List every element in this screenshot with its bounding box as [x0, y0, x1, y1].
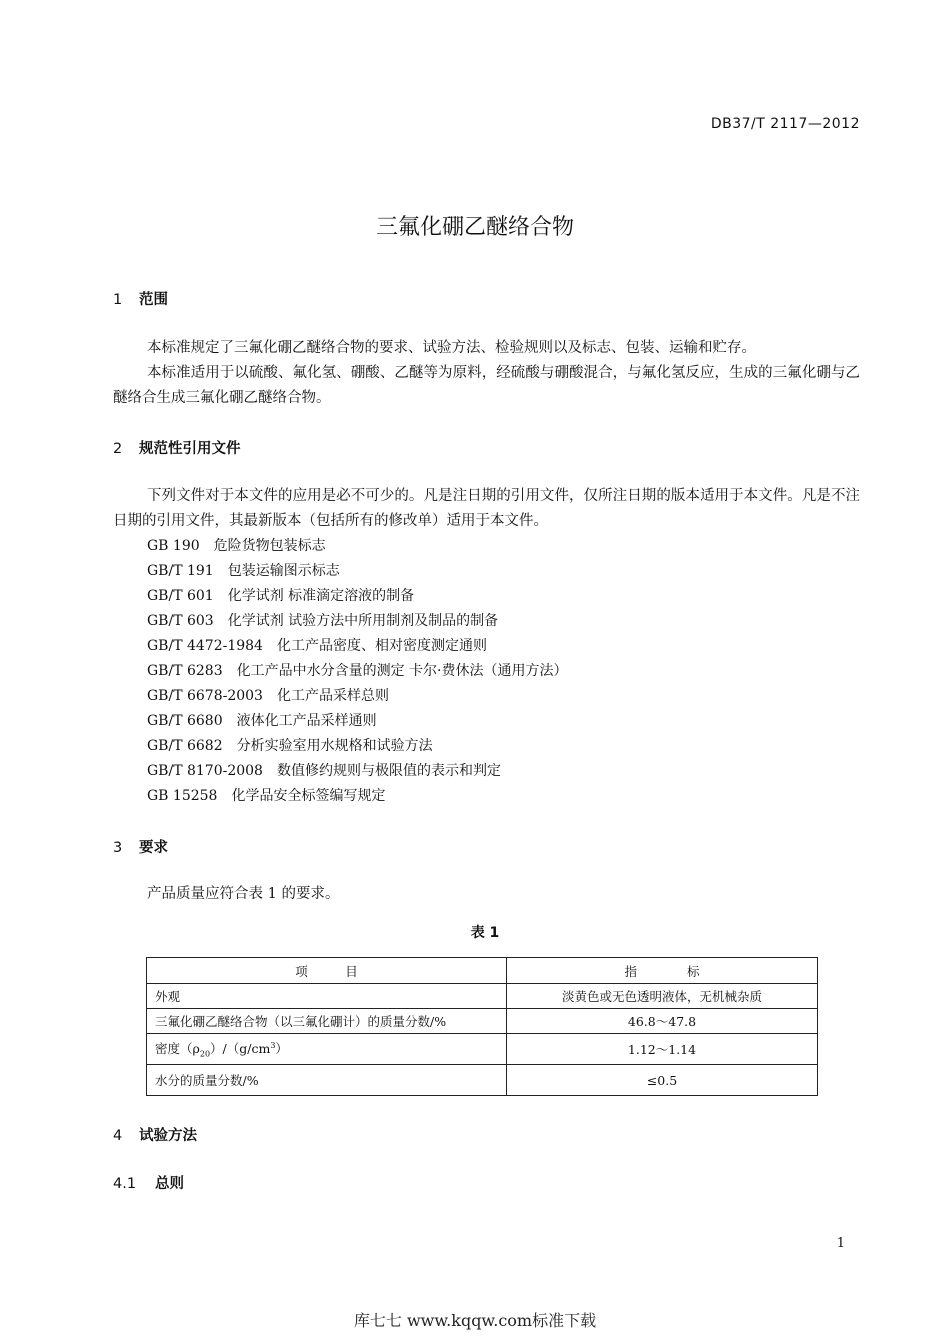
- references-intro: 下列文件对于本文件的应用是必不可少的。凡是注日期的引用文件，仅所注日期的版本适用于本文件。凡是不注日期的引用文件，其最新版本（包括所有的修改单）适用于本文件。: [113, 488, 860, 529]
- section-title: 试验方法: [139, 1128, 197, 1144]
- scope-paragraph-1: 本标准规定了三氟化硼乙醚络合物的要求、试验方法、检验规则以及标志、包装、运输和贮存。: [147, 340, 756, 356]
- row-value: 淡黄色或无色透明液体，无机械杂质: [507, 984, 818, 1009]
- row-value: 1.12～1.14: [507, 1034, 818, 1065]
- header-item: 项 目: [147, 958, 507, 984]
- density-subscript: 20: [199, 1049, 211, 1059]
- table-row: [147, 1065, 818, 1096]
- reference-item: [147, 786, 385, 806]
- reference-name: 危险货物包装标志: [213, 538, 326, 554]
- requirements-paragraph: 产品质量应符合表 1 的要求。: [147, 886, 340, 902]
- reference-name: 化学品安全标签编写规定: [231, 788, 386, 804]
- reference-name: 化工产品中水分含量的测定 卡尔·费休法（通用方法）: [236, 663, 568, 679]
- reference-item: [147, 761, 501, 781]
- reference-item: [147, 661, 568, 681]
- reference-name: 化工产品密度、相对密度测定通则: [276, 638, 487, 654]
- section-number: 1: [113, 292, 123, 308]
- density-superscript: 3: [270, 1041, 276, 1051]
- section-2-heading: [113, 437, 241, 458]
- reference-item: [147, 561, 340, 581]
- reference-name: 数值修约规则与极限值的表示和判定: [276, 763, 501, 779]
- reference-item: [147, 686, 389, 706]
- section-4-heading: [113, 1124, 197, 1145]
- watermark-text: 库七七 www.kqqw.com标准下载: [353, 1311, 597, 1330]
- reference-name: 化工产品采样总则: [276, 688, 389, 704]
- reference-name: 化学试剂 试验方法中所用制剂及制品的制备: [227, 613, 499, 629]
- document-title: 三氟化硼乙醚络合物: [375, 215, 574, 240]
- reference-code: GB/T 6678-2003: [147, 688, 263, 704]
- reference-code: GB/T 191: [147, 563, 214, 579]
- reference-code: GB/T 4472-1984: [147, 638, 263, 654]
- section-4-1-heading: [113, 1172, 184, 1193]
- quality-spec-table: [146, 957, 818, 1096]
- reference-item: [147, 536, 326, 556]
- section-3-heading: [113, 836, 168, 857]
- row-item-density: [147, 1034, 507, 1065]
- section-number: 3: [113, 840, 123, 856]
- reference-name: 分析实验室用水规格和试验方法: [236, 738, 433, 754]
- page-number: 1: [836, 1236, 845, 1251]
- section-number: 4: [113, 1128, 123, 1144]
- section-title: 要求: [139, 840, 168, 856]
- density-label-mid: ）/（g/cm: [210, 1041, 271, 1057]
- reference-code: GB/T 6682: [147, 738, 223, 754]
- table-header-row: [147, 958, 818, 984]
- reference-item: [147, 711, 377, 731]
- row-value: 46.8～47.8: [507, 1009, 818, 1034]
- reference-item: [147, 736, 433, 756]
- reference-code: GB/T 601: [147, 588, 214, 604]
- row-value: ≤0.5: [507, 1065, 818, 1096]
- reference-code: GB/T 6283: [147, 663, 223, 679]
- reference-code: GB/T 6680: [147, 713, 223, 729]
- section-title: 范围: [139, 292, 168, 308]
- reference-code: GB/T 603: [147, 613, 214, 629]
- row-item: 水分的质量分数/%: [147, 1065, 507, 1096]
- table-row: [147, 1034, 818, 1065]
- table-caption: 表 1: [470, 925, 500, 941]
- reference-code: GB/T 8170-2008: [147, 763, 263, 779]
- section-title: 总则: [155, 1176, 184, 1192]
- table-row: [147, 1009, 818, 1034]
- density-label-prefix: 密度（ρ: [155, 1041, 200, 1057]
- reference-name: 液体化工产品采样通则: [236, 713, 377, 729]
- scope-paragraph-2: 本标准适用于以硫酸、氟化氢、硼酸、乙醚等为原料，经硫酸与硼酸混合，与氟化氢反应，生成的三氟化硼与乙醚络合生成三氟化硼乙醚络合物。: [113, 365, 860, 406]
- reference-name: 包装运输图示标志: [227, 563, 340, 579]
- section-number: 4.1: [113, 1176, 137, 1192]
- header-indicator: 指 标: [507, 958, 818, 984]
- row-item: 三氟化硼乙醚络合物（以三氟化硼计）的质量分数/%: [147, 1009, 507, 1034]
- reference-name: 化学试剂 标准滴定溶液的制备: [227, 588, 415, 604]
- section-1-heading: [113, 288, 168, 309]
- reference-item: [147, 586, 414, 606]
- density-label-suffix: ）: [275, 1041, 288, 1057]
- standard-id: DB37/T 2117—2012: [710, 116, 860, 132]
- section-number: 2: [113, 441, 123, 457]
- reference-item: [147, 636, 487, 656]
- reference-code: GB 15258: [147, 788, 218, 804]
- reference-item: [147, 611, 498, 631]
- row-item: 外观: [147, 984, 507, 1009]
- section-title: 规范性引用文件: [139, 441, 241, 457]
- reference-code: GB 190: [147, 538, 200, 554]
- table-row: [147, 984, 818, 1009]
